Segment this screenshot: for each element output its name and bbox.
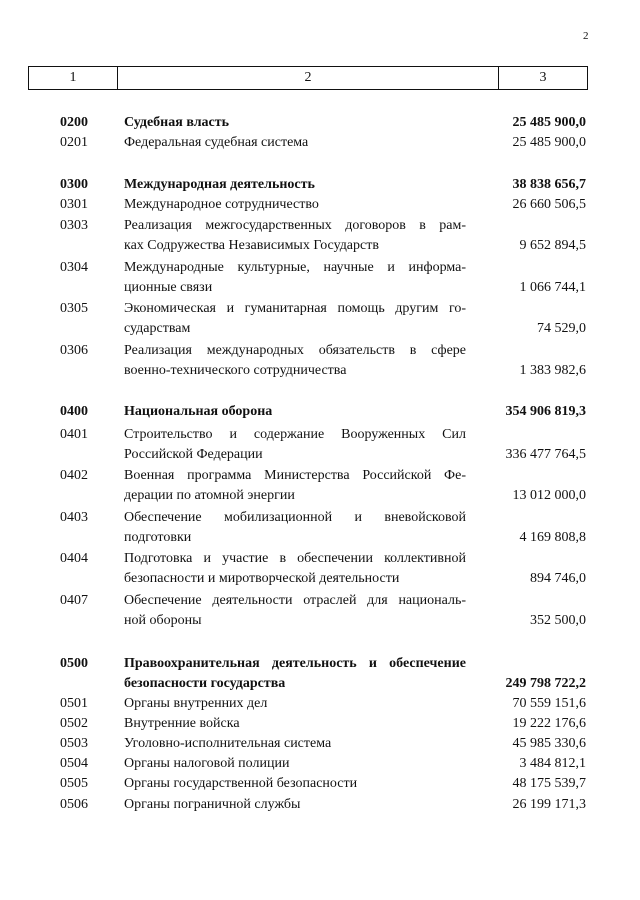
row-amount: 26 660 506,5 bbox=[512, 197, 586, 212]
table-row bbox=[0, 714, 640, 734]
section-title: Правоохранительная деятельность и обеспечение bbox=[124, 656, 466, 671]
row-amount: 26 199 171,3 bbox=[512, 797, 586, 812]
row-text: подготовки bbox=[124, 530, 192, 545]
table-row-cont bbox=[0, 528, 640, 548]
row-text: Реализация межгосударственных договоров в рам- bbox=[124, 218, 466, 233]
row-code: 0407 bbox=[60, 593, 88, 608]
row-text: сударствам bbox=[124, 321, 191, 336]
row-amount: 48 175 539,7 bbox=[512, 776, 586, 791]
table-row-cont bbox=[0, 319, 640, 339]
section-title: безопасности государства bbox=[124, 676, 286, 691]
row-code: 0201 bbox=[60, 135, 88, 150]
row-text: Реализация международных обязательств в сфере bbox=[124, 343, 466, 358]
row-text: Российской Федерации bbox=[124, 447, 263, 462]
row-text: Органы пограничной службы bbox=[124, 797, 301, 812]
table-row bbox=[0, 466, 640, 486]
section-amount: 354 906 819,3 bbox=[505, 404, 586, 419]
row-code: 0502 bbox=[60, 716, 88, 731]
row-amount: 3 484 812,1 bbox=[519, 756, 586, 771]
section-title: Национальная оборона bbox=[124, 404, 273, 419]
row-text: Уголовно-исполнительная система bbox=[124, 736, 332, 751]
section-amount: 25 485 900,0 bbox=[512, 115, 586, 130]
row-amount: 13 012 000,0 bbox=[512, 488, 586, 503]
row-code: 0402 bbox=[60, 468, 88, 483]
table-row-cont bbox=[0, 569, 640, 589]
table-row bbox=[0, 774, 640, 794]
header-col-3: 3 bbox=[539, 70, 547, 85]
table-row bbox=[0, 591, 640, 611]
row-amount: 352 500,0 bbox=[530, 613, 586, 628]
page-number: 2 bbox=[583, 30, 589, 42]
row-text: Органы государственной безопасности bbox=[124, 776, 358, 791]
row-code: 0303 bbox=[60, 218, 88, 233]
row-amount: 894 746,0 bbox=[530, 571, 586, 586]
row-text: Строительство и содержание Вооруженных Сил bbox=[124, 427, 466, 442]
section-code: 0200 bbox=[60, 115, 88, 130]
header-col-2: 2 bbox=[118, 67, 499, 89]
row-amount: 9 652 894,5 bbox=[519, 238, 586, 253]
row-text: Федеральная судебная система bbox=[124, 135, 309, 150]
row-code: 0301 bbox=[60, 197, 88, 212]
row-text: Органы внутренних дел bbox=[124, 696, 268, 711]
section-amount: 38 838 656,7 bbox=[512, 177, 586, 192]
row-code: 0306 bbox=[60, 343, 88, 358]
row-amount: 336 477 764,5 bbox=[505, 447, 586, 462]
table-row-cont bbox=[0, 486, 640, 506]
table-row-cont bbox=[0, 361, 640, 381]
section-row bbox=[0, 113, 640, 133]
row-text: Международное сотрудничество bbox=[124, 197, 319, 212]
table-row-cont bbox=[0, 236, 640, 256]
row-text: Органы налоговой полиции bbox=[124, 756, 290, 771]
section-code: 0300 bbox=[60, 177, 88, 192]
table-row bbox=[0, 216, 640, 236]
row-amount: 74 529,0 bbox=[537, 321, 586, 336]
row-code: 0501 bbox=[60, 696, 88, 711]
row-code: 0304 bbox=[60, 260, 88, 275]
table-row bbox=[0, 549, 640, 569]
section-amount: 249 798 722,2 bbox=[505, 676, 586, 691]
table-row bbox=[0, 425, 640, 445]
table-row bbox=[0, 299, 640, 319]
row-amount: 25 485 900,0 bbox=[512, 135, 586, 150]
row-text: Экономическая и гуманитарная помощь другим го- bbox=[124, 301, 466, 316]
row-text: Внутренние войска bbox=[124, 716, 240, 731]
row-code: 0403 bbox=[60, 510, 88, 525]
row-code: 0503 bbox=[60, 736, 88, 751]
section-row bbox=[0, 402, 640, 422]
row-text: дерации по атомной энергии bbox=[124, 488, 295, 503]
row-text: военно-технического сотрудничества bbox=[124, 363, 347, 378]
row-text: безопасности и миротворческой деятельности bbox=[124, 571, 400, 586]
section-code: 0400 bbox=[60, 404, 88, 419]
row-text: ной обороны bbox=[124, 613, 202, 628]
table-row-cont bbox=[0, 278, 640, 298]
row-amount: 1 383 982,6 bbox=[519, 363, 586, 378]
section-title: Международная деятельность bbox=[124, 177, 315, 192]
table-row bbox=[0, 133, 640, 153]
row-amount: 4 169 808,8 bbox=[519, 530, 586, 545]
row-text: Военная программа Министерства Российской Фе- bbox=[124, 468, 466, 483]
row-code: 0305 bbox=[60, 301, 88, 316]
table-row bbox=[0, 508, 640, 528]
row-text: Международные культурные, научные и информа- bbox=[124, 260, 466, 275]
section-row bbox=[0, 175, 640, 195]
section-row-cont bbox=[0, 674, 640, 694]
table-row-cont bbox=[0, 611, 640, 631]
row-code: 0505 bbox=[60, 776, 88, 791]
section-title: Судебная власть bbox=[124, 115, 230, 130]
row-code: 0504 bbox=[60, 756, 88, 771]
row-code: 0404 bbox=[60, 551, 88, 566]
row-text: Обеспечение деятельности отраслей для националь- bbox=[124, 593, 466, 608]
table-header bbox=[28, 66, 588, 90]
row-text: ционные связи bbox=[124, 280, 213, 295]
row-code: 0506 bbox=[60, 797, 88, 812]
row-code: 0401 bbox=[60, 427, 88, 442]
row-amount: 1 066 744,1 bbox=[519, 280, 586, 295]
table-row bbox=[0, 754, 640, 774]
table-row bbox=[0, 195, 640, 215]
table-row bbox=[0, 258, 640, 278]
header-col-1: 1 bbox=[29, 67, 118, 89]
table-row-cont bbox=[0, 445, 640, 465]
row-amount: 45 985 330,6 bbox=[512, 736, 586, 751]
row-amount: 19 222 176,6 bbox=[512, 716, 586, 731]
row-amount: 70 559 151,6 bbox=[512, 696, 586, 711]
row-text: ках Содружества Независимых Государств bbox=[124, 238, 379, 253]
table-row bbox=[0, 795, 640, 815]
row-text: Подготовка и участие в обеспечении коллективной bbox=[124, 551, 466, 566]
section-code: 0500 bbox=[60, 656, 88, 671]
row-text: Обеспечение мобилизационной и вневойсковой bbox=[124, 510, 466, 525]
table-row bbox=[0, 734, 640, 754]
table-row bbox=[0, 341, 640, 361]
table-row bbox=[0, 694, 640, 714]
section-row bbox=[0, 654, 640, 674]
